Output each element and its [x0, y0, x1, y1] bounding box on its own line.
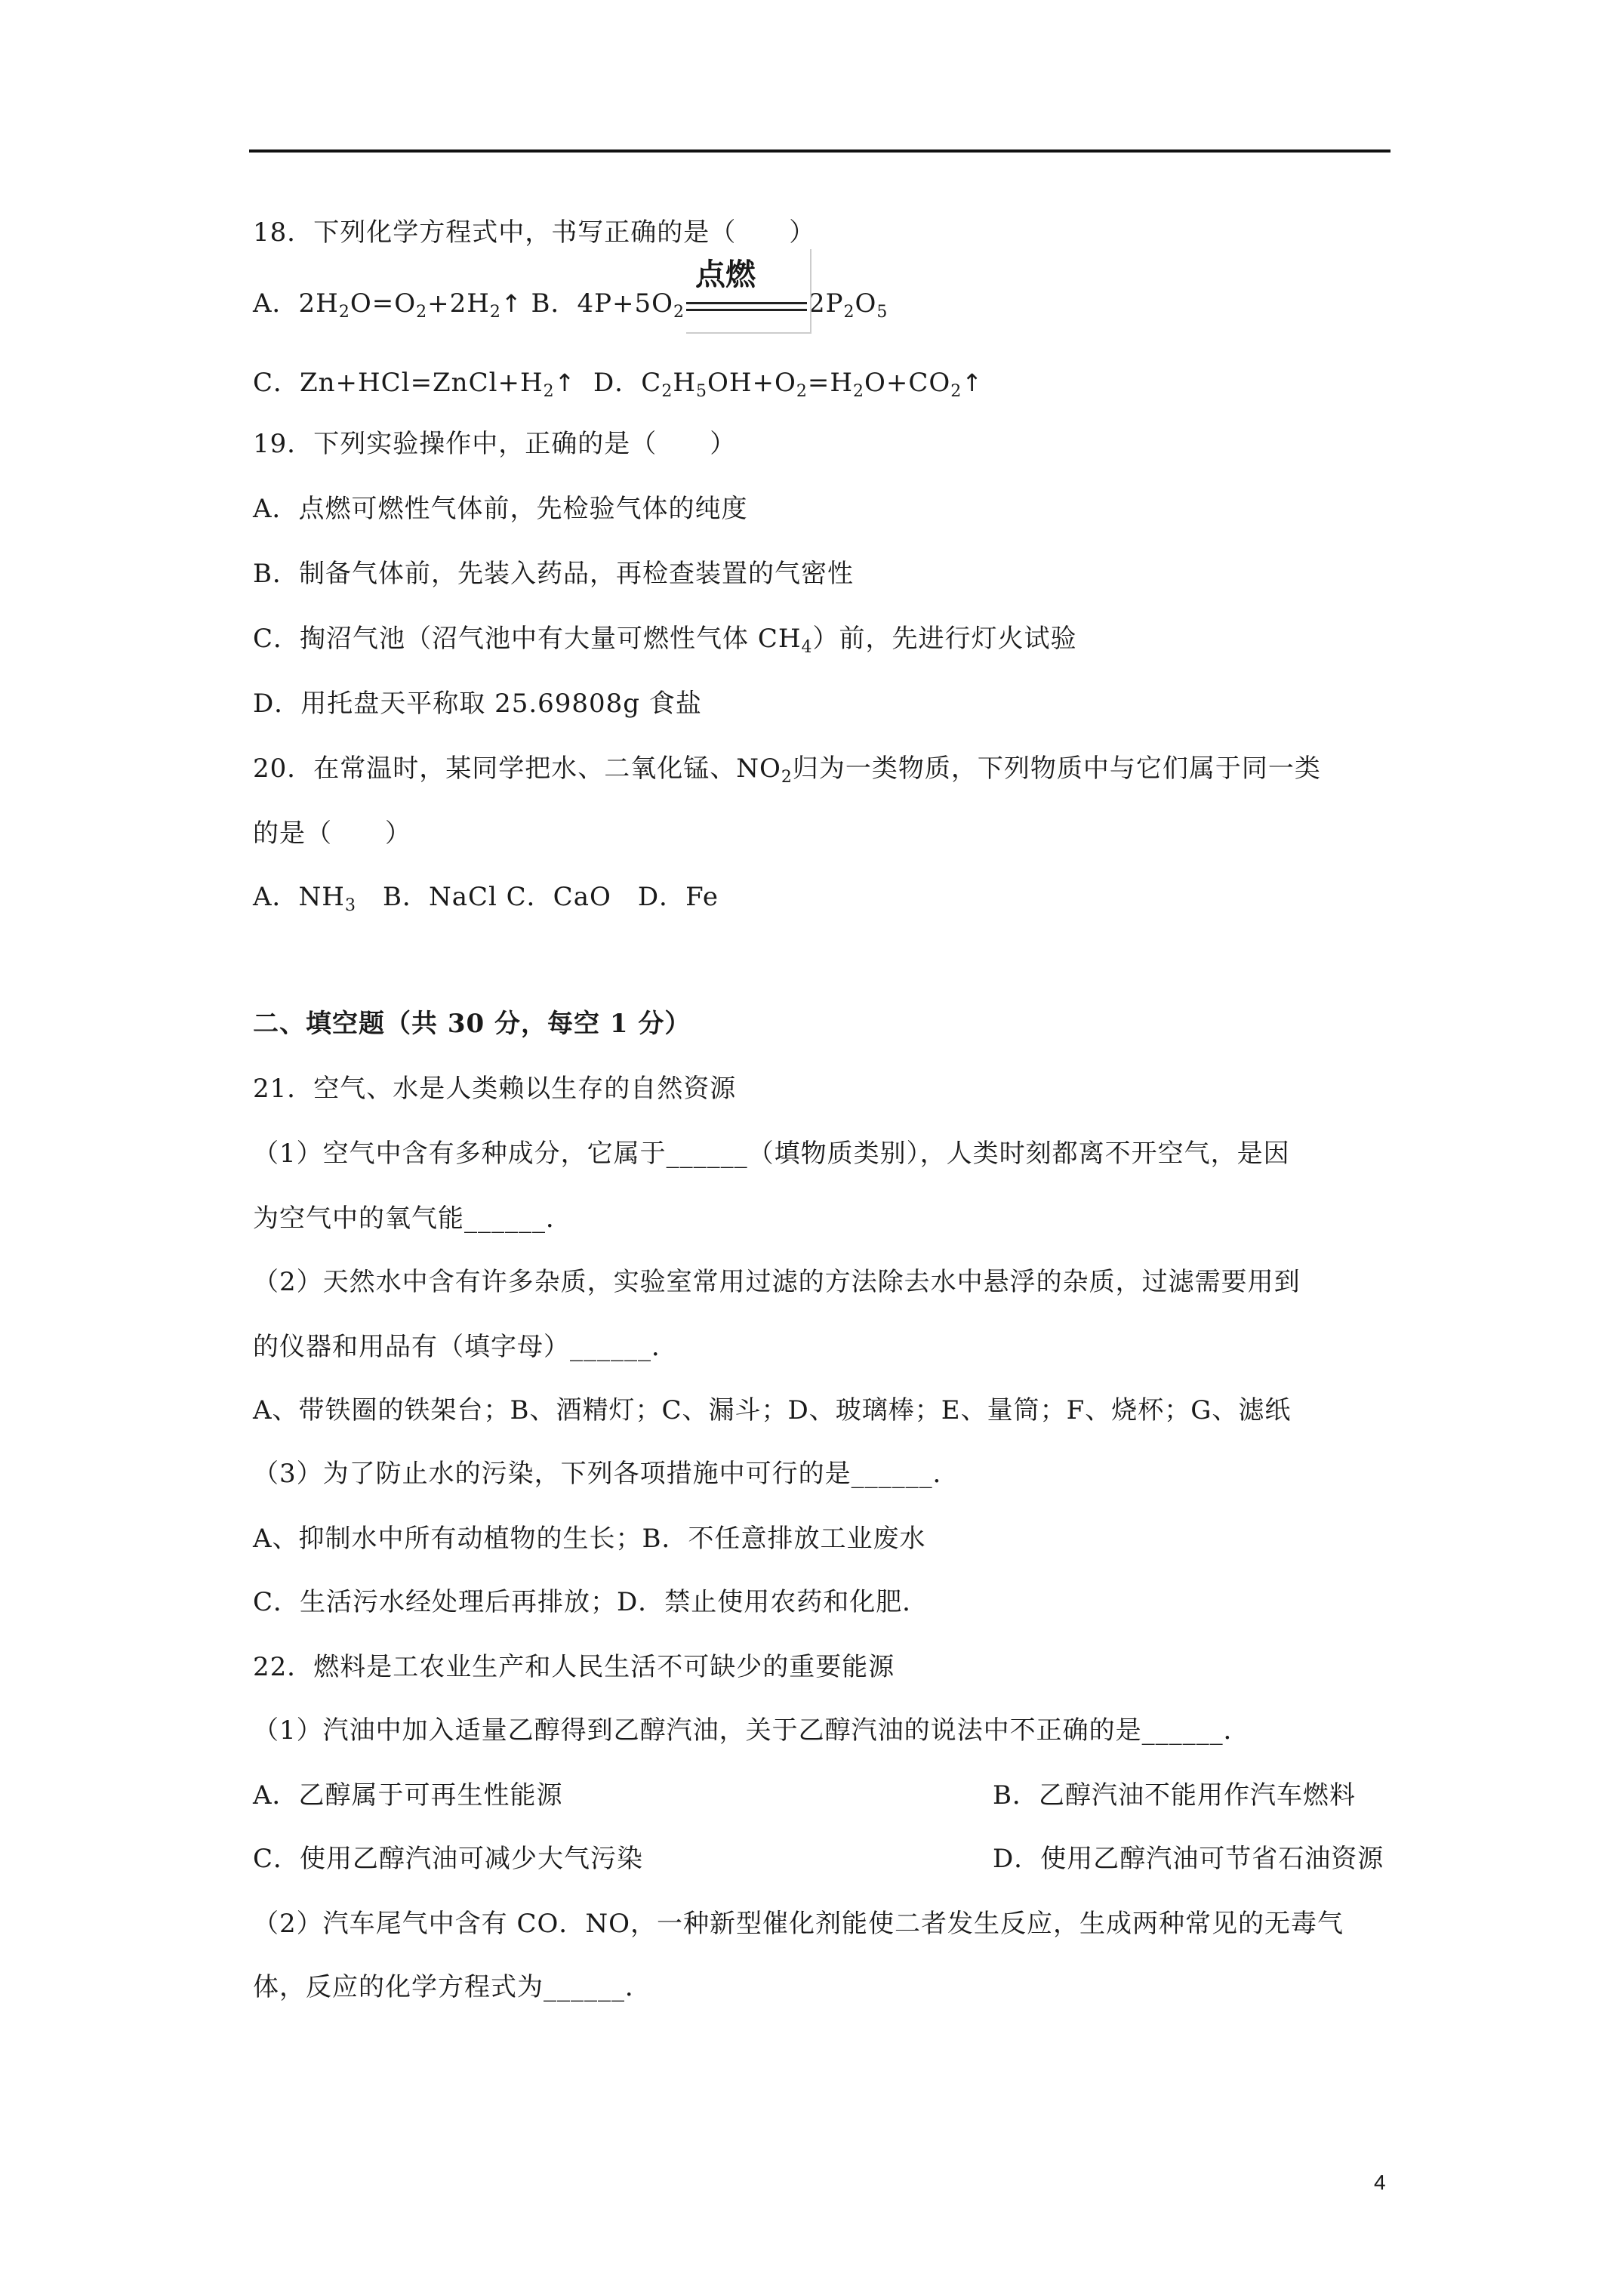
q21-part3-options1: A、抑制水中所有动植物的生长；B．不任意排放工业废水 [253, 1524, 926, 1554]
q22-part2-line2: 体，反应的化学方程式为______． [253, 1972, 651, 2002]
page-number: 4 [1374, 2171, 1386, 2194]
q21-part1-line2: 为空气中的氧气能______． [253, 1203, 572, 1234]
q22-options-ab: A．乙醇属于可再生性能源 B．乙醇汽油不能用作汽车燃料 [253, 1780, 1356, 1811]
gas-arrow-icon: ↑ [500, 289, 522, 318]
q18-options-cd: C．$Zn+HCl=ZnCl+H_2↑$ D．$C_2H_5OH+O_2=H_2O+CO_2↑$ [253, 368, 984, 401]
q19-option-c: C．掏沼气池（沼气池中有大量可燃性气体 $CH_4$）前，先进行灯火试验 [253, 624, 1077, 657]
q21-part2-options: A、带铁圈的铁架台；B、酒精灯；C、漏斗；D、玻璃棒；E、量筒；F、烧杯；G、滤纸 [253, 1395, 1292, 1425]
gas-arrow-icon: ↑ [962, 368, 984, 397]
q21-part1-line1: （1）空气中含有多种成分，它属于______（填物质类别），人类时刻都离不开空气，是因 [253, 1139, 1290, 1169]
reaction-condition [686, 257, 807, 322]
q19-option-d: D．用托盘天平称取 25.69808g 食盐 [253, 689, 702, 719]
q22-part1: （1）汽油中加入适量乙醇得到乙醇汽油，关于乙醇汽油的说法中不正确的是______． [253, 1715, 1250, 1746]
q19-option-a: A．点燃可燃性气体前，先检验气体的纯度 [253, 494, 748, 524]
q20-options: A．$NH_3$ B．NaCl C．CaO D．Fe [253, 882, 719, 915]
q19-stem: 19．下列实验操作中，正确的是（ ） [253, 429, 737, 459]
q18-options-ab: A．$2H_2O=O_2+2H_2↑$ B．$4P+5O_2$ 点燃 $2P_2O_5$ [253, 287, 888, 322]
q20-stem-line1: 20．在常温时，某同学把水、二氧化锰、$NO_2$归为一类物质，下列物质中与它们属于同一类 [253, 754, 1321, 787]
q21-stem: 21．空气、水是人类赖以生存的自然资源 [253, 1074, 737, 1104]
q20-stem-line2: 的是（ ） [253, 818, 411, 849]
q19-option-b: B．制备气体前，先装入药品，再检查装置的气密性 [253, 559, 854, 589]
q18-stem: 18．下列化学方程式中，书写正确的是（ ） [253, 217, 816, 248]
q21-part2-line1: （2）天然水中含有许多杂质，实验室常用过滤的方法除去水中悬浮的杂质，过滤需要用到 [253, 1267, 1301, 1297]
condition-label: 点燃 [695, 257, 756, 292]
gas-arrow-icon: ↑ [554, 368, 576, 397]
q22-stem: 22．燃料是工农业生产和人民生活不可缺少的重要能源 [253, 1652, 895, 1682]
header-rule [249, 149, 1390, 153]
q22-part2-line1: （2）汽车尾气中含有 CO．NO，一种新型催化剂能使二者发生反应，生成两种常见的无毒气 [253, 1909, 1344, 1939]
q21-part3-options2: C．生活污水经处理后再排放；D．禁止使用农药和化肥． [253, 1587, 929, 1617]
q21-part3-line1: （3）为了防止水的污染，下列各项措施中可行的是______． [253, 1459, 959, 1489]
section-heading: 二、填空题（共 30 分，每空 1 分） [253, 1009, 691, 1039]
q22-options-cd: C．使用乙醇汽油可减少大气污染 D．使用乙醇汽油可节省石油资源 [253, 1844, 1384, 1874]
q21-part2-line2: 的仪器和用品有（填字母）______． [253, 1332, 678, 1362]
